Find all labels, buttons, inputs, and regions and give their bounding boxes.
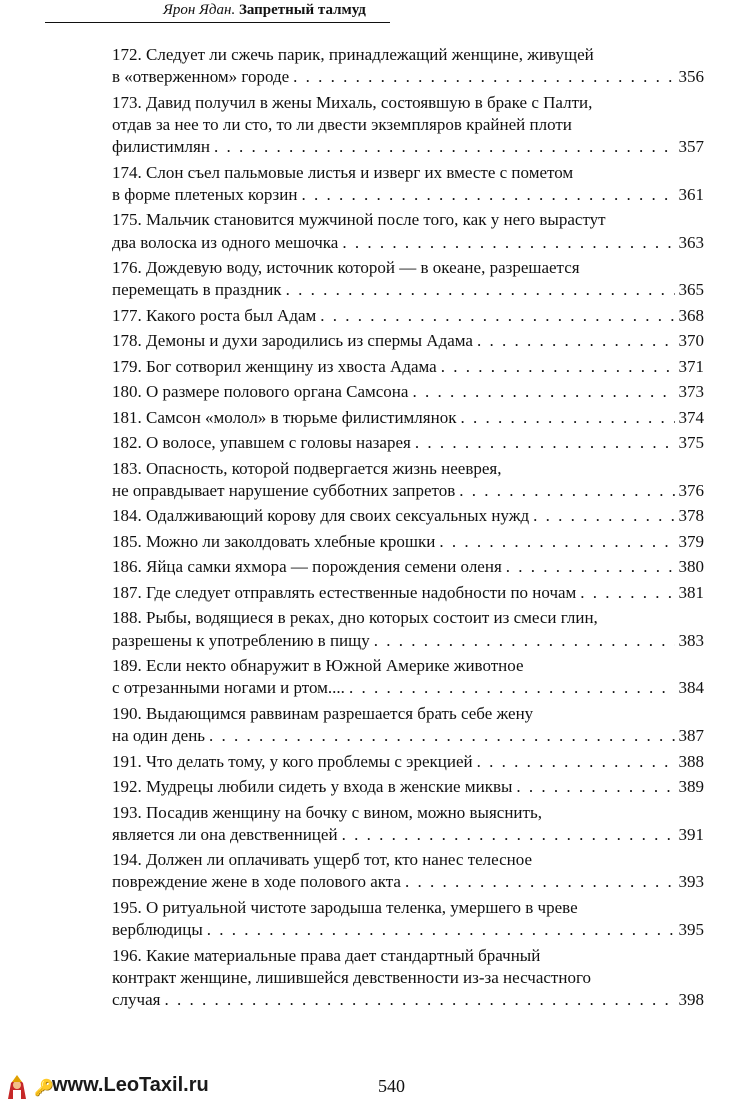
toc-entry-line: 188. Рыбы, водящиеся в реках, дно которых состоит из смеси глин,	[112, 608, 598, 628]
dot-leader	[293, 66, 674, 88]
toc-entry[interactable]	[112, 703, 704, 747]
toc-page-number: 383	[678, 630, 704, 650]
toc-page-number: 375	[678, 433, 704, 453]
toc-entry[interactable]	[112, 356, 704, 378]
toc-page-number: 368	[678, 305, 704, 325]
toc-page-number: 374	[678, 407, 704, 427]
toc-entry-line: 175. Мальчик становится мужчиной после того, как у него вырастут	[112, 210, 606, 230]
dot-leader	[415, 432, 675, 454]
toc-entry-line: 174. Слон съел пальмовые листья и изверг их вместе с пометом	[112, 162, 574, 182]
toc-entry[interactable]	[112, 458, 704, 502]
toc-entry-last-line	[112, 582, 704, 604]
dot-leader	[214, 136, 675, 158]
toc-entry-line: 189. Если некто обнаружит в Южной Америке животное	[112, 656, 524, 676]
toc-entry-last-line	[112, 505, 704, 527]
header-title: Запретный талмуд	[238, 2, 366, 18]
toc-entry-line: контракт женщине, лишившейся девственности из-за несчастного	[112, 967, 592, 987]
toc-entry-last-line	[112, 66, 704, 88]
toc-entry[interactable]	[112, 330, 704, 352]
dot-leader	[477, 751, 675, 773]
toc-page-number: 384	[678, 678, 704, 698]
toc-page-number: 398	[678, 990, 704, 1010]
toc-entry[interactable]	[112, 531, 704, 553]
toc-entry[interactable]	[112, 505, 704, 527]
toc-entry-line: повреждение жене в ходе полового акта	[112, 872, 401, 892]
toc-entry[interactable]	[112, 44, 704, 88]
toc-page-number: 363	[678, 232, 704, 252]
toc-page-number: 380	[678, 557, 704, 577]
page-footer	[0, 1072, 753, 1100]
toc-entry[interactable]	[112, 582, 704, 604]
dot-leader	[533, 505, 674, 527]
dot-leader	[374, 630, 675, 652]
toc-entry-line: 183. Опасность, которой подвергается жизнь нееврея,	[112, 458, 502, 478]
dot-leader	[459, 480, 674, 502]
toc-entry-last-line	[112, 531, 704, 553]
toc-entry-line: с отрезанными ногами и ртом....	[112, 678, 345, 698]
toc-entry-line: 187. Где следует отправлять естественные надобности по ночам	[112, 582, 577, 602]
toc-entry[interactable]	[112, 607, 704, 651]
table-of-contents	[112, 44, 704, 1015]
toc-entry[interactable]	[112, 92, 704, 159]
dot-leader	[349, 677, 675, 699]
dot-leader	[209, 725, 674, 747]
toc-entry-line: 195. О ритуальной чистоте зародыша теленка, умершего в чреве	[112, 897, 578, 917]
dot-leader	[516, 776, 674, 798]
site-url[interactable]: www.LeoTaxil.ru	[52, 1074, 209, 1096]
dot-leader	[207, 919, 675, 941]
toc-entry-last-line	[112, 184, 704, 206]
toc-entry[interactable]	[112, 849, 704, 893]
header-text	[163, 2, 366, 19]
dot-leader	[506, 556, 675, 578]
toc-entry[interactable]	[112, 897, 704, 941]
toc-entry-last-line	[112, 279, 704, 301]
toc-page-number: 357	[678, 137, 704, 157]
toc-entry-line: 191. Что делать тому, у кого проблемы с эрекцией	[112, 751, 473, 771]
dot-leader	[441, 356, 675, 378]
dot-leader	[580, 582, 674, 604]
toc-entry-line: 192. Мудрецы любили сидеть у входа в женские миквы	[112, 777, 513, 797]
toc-entry-line: 180. О размере полового органа Самсона	[112, 382, 409, 402]
mascot-logo-icon	[4, 1074, 30, 1100]
toc-entry[interactable]	[112, 802, 704, 846]
toc-entry-line: 193. Посадив женщину на бочку с вином, можно выяснить,	[112, 802, 542, 822]
toc-entry-line: 172. Следует ли сжечь парик, принадлежащий женщине, живущей	[112, 45, 594, 64]
dot-leader	[405, 871, 675, 893]
toc-page-number: 376	[678, 480, 704, 500]
toc-page-number: 387	[678, 726, 704, 746]
toc-entry-last-line	[112, 871, 704, 893]
toc-entry[interactable]	[112, 432, 704, 454]
dot-leader	[286, 279, 675, 301]
toc-entry-last-line	[112, 407, 704, 429]
dot-leader	[301, 184, 674, 206]
toc-entry-line: отдав за нее то ли сто, то ли двести экземпляров крайней плоти	[112, 114, 572, 134]
toc-entry-line: 182. О волосе, упавшем с головы назарея	[112, 433, 411, 453]
running-header	[45, 0, 390, 23]
toc-entry-last-line	[112, 725, 704, 747]
dot-leader	[460, 407, 674, 429]
toc-entry-last-line	[112, 556, 704, 578]
toc-entry-line: 179. Бог сотворил женщину из хвоста Адама	[112, 356, 437, 376]
toc-entry-line: разрешены к употреблению в пищу	[112, 630, 370, 650]
header-author: Ярон Ядан.	[163, 2, 236, 18]
toc-page-number: 379	[678, 531, 704, 551]
toc-entry-last-line	[112, 630, 704, 652]
toc-entry-line: 177. Какого роста был Адам	[112, 305, 317, 325]
toc-entry[interactable]	[112, 162, 704, 206]
toc-entry[interactable]	[112, 209, 704, 253]
dot-leader	[320, 305, 674, 327]
toc-page-number: 388	[678, 751, 704, 771]
toc-entry-last-line	[112, 381, 704, 403]
toc-entry[interactable]	[112, 655, 704, 699]
toc-entry-line: на один день	[112, 726, 206, 746]
toc-entry-last-line	[112, 480, 704, 502]
toc-entry-line: 186. Яйца самки яхмора — порождения семени оленя	[112, 557, 502, 577]
toc-entry[interactable]	[112, 751, 704, 773]
toc-entry-last-line	[112, 989, 704, 1011]
toc-page-number: 389	[678, 777, 704, 797]
toc-entry-line: является ли она девственницей	[112, 824, 338, 844]
toc-page-number: 371	[678, 356, 704, 376]
toc-page-number: 361	[678, 184, 704, 204]
toc-entry-line: 190. Выдающимся раввинам разрешается брать себе жену	[112, 703, 534, 723]
toc-page-number: 395	[678, 920, 704, 940]
toc-entry[interactable]	[112, 776, 704, 798]
toc-entry-line: 185. Можно ли заколдовать хлебные крошки	[112, 531, 436, 551]
dot-leader	[342, 824, 675, 846]
toc-entry-line: 173. Давид получил в жены Михаль, состоявшую в браке с Палти,	[112, 92, 593, 112]
toc-entry-last-line	[112, 330, 704, 352]
toc-entry-last-line	[112, 776, 704, 798]
toc-page-number: 381	[678, 582, 704, 602]
toc-entry-line: в «отверженном» городе	[112, 67, 290, 87]
toc-entry-line: перемещать в праздник	[112, 280, 282, 300]
dot-leader	[342, 232, 674, 254]
toc-entry-line: в форме плетеных корзин	[112, 184, 298, 204]
toc-entry[interactable]	[112, 407, 704, 429]
page-number: 540	[378, 1076, 405, 1096]
toc-entry-last-line	[112, 432, 704, 454]
toc-entry-line: 178. Демоны и духи зародились из спермы Адама	[112, 331, 473, 351]
toc-entry-last-line	[112, 356, 704, 378]
toc-page-number: 393	[678, 872, 704, 892]
toc-entry-line: филистимлян	[112, 137, 210, 157]
toc-entry[interactable]	[112, 381, 704, 403]
toc-entry-last-line	[112, 751, 704, 773]
toc-entry-last-line	[112, 305, 704, 327]
toc-page-number: 365	[678, 280, 704, 300]
toc-page-number: 378	[678, 506, 704, 526]
toc-entry[interactable]	[112, 945, 704, 1012]
toc-page-number: 370	[678, 331, 704, 351]
toc-entry-last-line	[112, 232, 704, 254]
dot-leader	[477, 330, 675, 352]
dot-leader	[164, 989, 674, 1011]
toc-entry-line: 196. Какие материальные права дает стандартный брачный	[112, 945, 541, 965]
key-icon: 🔑	[34, 1080, 54, 1097]
toc-entry-line: 176. Дождевую воду, источник которой — в океане, разрешается	[112, 258, 580, 278]
toc-page-number: 391	[678, 824, 704, 844]
toc-entry-line: 194. Должен ли оплачивать ущерб тот, кто нанес телесное	[112, 850, 533, 870]
toc-entry-line: верблюдицы	[112, 920, 203, 940]
dot-leader	[412, 381, 674, 403]
toc-entry[interactable]	[112, 305, 704, 327]
toc-entry-last-line	[112, 136, 704, 158]
toc-page-number: 356	[678, 67, 704, 87]
toc-entry-line: два волоска из одного мешочка	[112, 232, 339, 252]
toc-page-number: 373	[678, 382, 704, 402]
toc-entry-line: 181. Самсон «молол» в тюрьме филистимлянок	[112, 407, 457, 427]
toc-entry[interactable]	[112, 556, 704, 578]
toc-entry-line: не оправдывает нарушение субботних запретов	[112, 480, 456, 500]
toc-entry[interactable]	[112, 257, 704, 301]
toc-entry-last-line	[112, 677, 704, 699]
toc-entry-line: 184. Одалживающий корову для своих сексуальных нужд	[112, 506, 530, 526]
dot-leader	[439, 531, 674, 553]
toc-entry-line: случая	[112, 990, 161, 1010]
toc-entry-last-line	[112, 824, 704, 846]
toc-entry-last-line	[112, 919, 704, 941]
